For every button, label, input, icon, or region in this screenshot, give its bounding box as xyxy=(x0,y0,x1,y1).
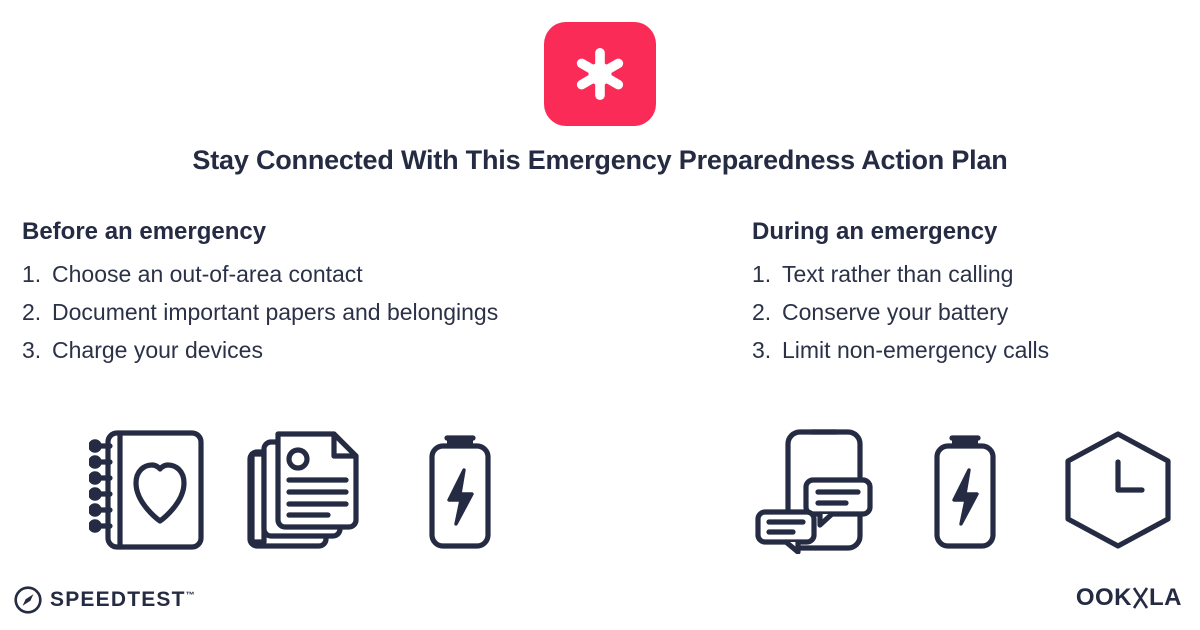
clock-hexagon-icon xyxy=(1056,428,1180,552)
icon-slot xyxy=(226,426,382,554)
icon-row-before xyxy=(70,420,540,560)
columns-container xyxy=(0,218,1200,369)
phone-message-icon xyxy=(750,426,874,554)
list-item-label: Conserve your battery xyxy=(782,299,1009,325)
brand-mark xyxy=(544,22,656,126)
brand-mark-container xyxy=(0,22,1200,126)
speedtest-logo xyxy=(14,586,195,614)
list-item-label: Text rather than calling xyxy=(782,261,1014,287)
page-title: Stay Connected With This Emergency Preparedness Action Plan xyxy=(192,145,1008,175)
ookla-mark-icon xyxy=(1132,584,1149,611)
speedtest-wordmark: SPEEDTEST™ xyxy=(50,588,195,611)
battery-charge-icon xyxy=(420,426,500,554)
notebook-heart-icon xyxy=(89,426,207,554)
steps-list xyxy=(22,255,578,369)
list-item-label: Limit non-emergency calls xyxy=(782,337,1050,363)
list-item xyxy=(752,293,1178,331)
column-before-emergency xyxy=(0,218,600,369)
icon-slot xyxy=(888,426,1041,554)
list-item-number: 3. xyxy=(22,337,42,363)
column-during-emergency xyxy=(600,218,1200,369)
list-item-number: 1. xyxy=(752,261,772,287)
list-item xyxy=(22,331,578,369)
list-item xyxy=(22,293,578,331)
ookla-logo xyxy=(1076,584,1182,612)
column-title: During an emergency xyxy=(752,218,998,245)
list-item xyxy=(752,331,1178,369)
list-item-number: 2. xyxy=(22,299,42,325)
steps-list xyxy=(752,255,1178,369)
icon-row-during xyxy=(735,420,1195,560)
speedtest-gauge-icon xyxy=(14,586,42,614)
column-title: Before an emergency xyxy=(22,218,267,245)
icon-slot xyxy=(735,426,888,554)
battery-charge-icon xyxy=(925,426,1005,554)
list-item-label: Document important papers and belongings xyxy=(52,299,499,325)
list-item-number: 2. xyxy=(752,299,772,325)
list-item-label: Charge your devices xyxy=(52,337,263,363)
ookla-wordmark: OOK LA xyxy=(1075,584,1182,611)
list-item xyxy=(752,255,1178,293)
trademark-symbol: ™ xyxy=(185,590,195,600)
list-item-number: 3. xyxy=(752,337,772,363)
list-item xyxy=(22,255,578,293)
documents-stack-icon xyxy=(242,426,366,554)
list-item-label: Choose an out-of-area contact xyxy=(52,261,363,287)
icon-slot xyxy=(1041,428,1194,552)
asterisk-icon xyxy=(571,45,629,103)
icon-slot xyxy=(70,426,226,554)
list-item-number: 1. xyxy=(22,261,42,287)
icon-slot xyxy=(382,426,538,554)
